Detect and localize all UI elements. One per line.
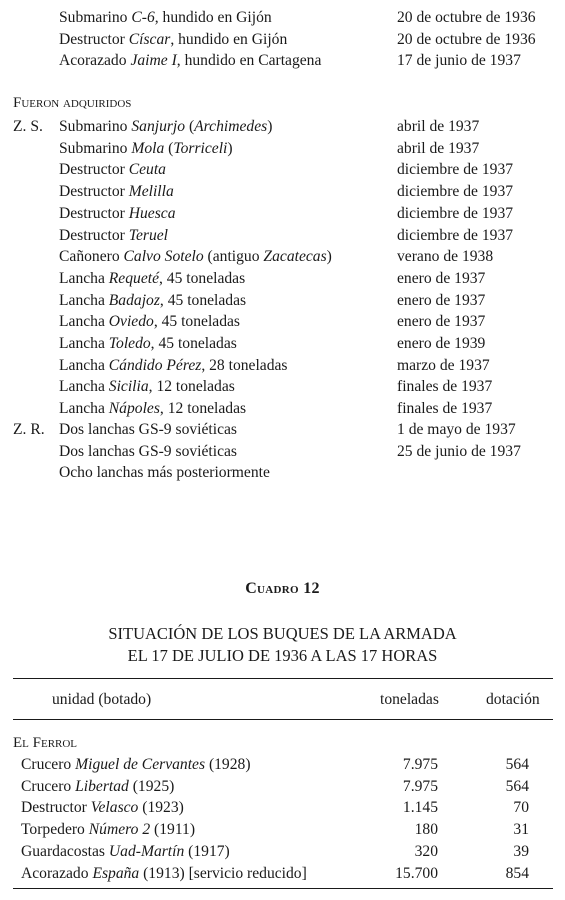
item-type: Lancha [59,335,109,352]
cell-unidad [21,841,230,863]
adquirido-item: Dos lanchas GS-9 soviéticas [59,421,237,438]
item-detail: ) [227,139,233,157]
adquirido-item [59,159,166,181]
item-detail: ( [185,118,195,135]
item-type: Lancha [59,356,109,374]
adquirido-item [59,181,174,203]
cell-unidad [21,797,184,819]
item-ship-name: Mola [131,139,165,157]
item-detail: , 12 toneladas [148,378,235,396]
unit-ship-name: Uad-Martín [108,842,185,860]
adquirido-fecha: 25 de junio de 1937 [397,442,521,460]
item-ship-name: Toledo [108,335,151,352]
item-former-name: Torriceli [173,139,228,157]
cell-dotacion: 39 [513,842,529,860]
column-header-dotacion: dotación [486,691,540,708]
cell-dotacion: 564 [505,756,529,773]
cell-dotacion: 564 [505,777,529,795]
cell-toneladas: 7.975 [402,756,438,773]
item-type: Lancha [59,378,109,396]
adquirido-item [59,398,246,420]
adquirido-item: Dos lanchas GS-9 soviéticas [59,442,237,460]
adquirido-fecha: abril de 1937 [397,118,480,135]
item-detail: , 28 toneladas [201,356,288,374]
cell-toneladas: 15.700 [395,864,438,882]
unit-detail: (1928) [205,756,251,773]
unit-type: Destructor [21,799,91,817]
cuadro-label: Cuadro 12 [245,580,320,597]
adquirido-fecha: enero de 1937 [397,313,486,331]
table-header-rule [13,719,553,720]
adquirido-item [59,203,176,225]
adquirido-item [59,116,272,138]
cell-unidad [21,819,195,841]
unit-ship-name: Miguel de Cervantes [75,756,206,773]
hundido-fecha: 17 de junio de 1937 [397,52,521,69]
item-type: Destructor [59,183,129,201]
cell-toneladas: 7.975 [402,777,438,795]
adquirido-item [59,138,233,160]
adquirido-item [59,311,240,333]
zone-label-zr: Z. R. [13,421,45,438]
table-top-rule [13,678,553,679]
adquirido-item: Ocho lanchas más posteriormente [59,464,270,482]
hundido-line: Acorazado Jaime I, hundido en Cartagena [59,52,322,69]
section-heading-adquiridos: Fueron adquiridos [13,95,132,111]
item-ship-name: Sicilia [108,378,149,396]
unit-ship-name: Libertad [75,777,129,795]
item-ship-name: Calvo Sotelo [123,248,204,266]
item-type: Destructor [59,204,129,222]
cell-dotacion: 31 [513,821,529,839]
item-type: Lancha [59,400,109,418]
adquirido-fecha: enero de 1937 [397,269,486,287]
cell-unidad [21,776,174,798]
item-ship-name: Badajoz [108,291,160,309]
unit-detail: (1925) [128,777,175,795]
item-detail: , 45 toneladas [159,269,246,287]
item-former-name: Zacatecas [263,248,327,266]
unit-type: Crucero [21,777,76,795]
cell-toneladas: 180 [414,821,438,839]
cell-unidad [21,754,251,776]
item-ship-name: Melilla [128,183,174,201]
adquirido-fecha: enero de 1939 [397,335,486,352]
unit-detail: (1913) [servicio reducido] [139,864,307,882]
item-ship-name: Ceuta [128,161,166,179]
item-type: Destructor [59,161,129,179]
adquirido-item [59,246,332,268]
hundido-fecha: 20 de octubre de 1936 [397,31,536,48]
adquirido-fecha: diciembre de 1937 [397,183,514,201]
adquirido-fecha: finales de 1937 [397,400,493,418]
adquirido-fecha: diciembre de 1937 [397,226,514,244]
adquirido-item [59,225,168,247]
unit-detail: (1923) [138,799,184,817]
item-type: Destructor [59,226,129,244]
item-ship-name: Teruel [128,226,168,244]
unit-type: Torpedero [21,821,89,839]
item-detail: ( [164,139,174,157]
adquirido-fecha: finales de 1937 [397,378,493,396]
item-detail: , 45 toneladas [150,335,237,352]
zone-label-zs: Z. S. [13,118,43,135]
table-title-line2: EL 17 DE JULIO DE 1936 A LAS 17 HORAS [127,646,438,665]
cell-toneladas: 320 [414,842,438,860]
item-detail: , 45 toneladas [159,291,247,309]
item-type: Lancha [59,269,109,287]
item-detail: ) [267,118,273,135]
table-bottom-rule [13,888,553,889]
cell-dotacion: 854 [505,864,529,882]
item-type: Lancha [59,291,109,309]
item-ship-name: Oviedo [108,313,154,331]
adquirido-fecha: verano de 1938 [397,248,494,266]
adquirido-item [59,290,246,312]
item-type: Lancha [59,313,109,331]
cell-toneladas: 1.145 [402,799,438,817]
table-section-el-ferrol: El Ferrol [13,735,78,751]
cell-unidad [21,863,307,885]
hundido-line: Submarino C-6, hundido en Gijón [59,9,272,26]
unit-detail: (1911) [150,821,196,839]
adquirido-fecha: 1 de mayo de 1937 [397,421,516,438]
adquirido-item [59,333,237,355]
adquirido-item [59,376,235,398]
unit-ship-name: Velasco [90,799,139,817]
item-type: Cañonero [59,248,124,266]
item-detail: , 45 toneladas [153,313,240,331]
item-ship-name: Requeté [108,269,159,287]
unit-detail: (1917) [184,842,230,860]
item-ship-name: Nápoles [108,400,160,418]
unit-type: Guardacostas [21,842,109,860]
adquirido-fecha: enero de 1937 [397,291,486,309]
unit-type: Crucero [21,756,76,773]
adquirido-fecha: diciembre de 1937 [397,204,514,222]
hundido-line: Destructor Císcar, hundido en Gijón [59,31,288,48]
item-ship-name: Sanjurjo [131,118,186,135]
column-header-toneladas: toneladas [380,691,439,708]
adquirido-item [59,268,245,290]
item-former-name: Archimedes [194,118,268,135]
item-detail: (antiguo [203,248,264,266]
adquirido-fecha: marzo de 1937 [397,356,490,374]
hundido-fecha: 20 de octubre de 1936 [397,9,536,26]
column-header-unidad: unidad (botado) [52,691,152,708]
adquirido-fecha: diciembre de 1937 [397,161,514,179]
item-ship-name: Cándido Pérez [108,356,202,374]
table-title-line1: SITUACIÓN DE LOS BUQUES DE LA ARMADA [108,624,457,643]
unit-ship-name: España [92,864,140,882]
item-detail: ) [326,248,332,266]
item-detail: , 12 toneladas [159,400,247,418]
adquirido-fecha: abril de 1937 [397,139,480,157]
cell-dotacion: 70 [513,799,529,817]
unit-ship-name: Número 2 [88,821,151,839]
adquirido-item [59,355,288,377]
item-type: Submarino [59,139,132,157]
unit-type: Acorazado [21,864,93,882]
item-ship-name: Huesca [128,204,176,222]
item-type: Submarino [59,118,132,135]
